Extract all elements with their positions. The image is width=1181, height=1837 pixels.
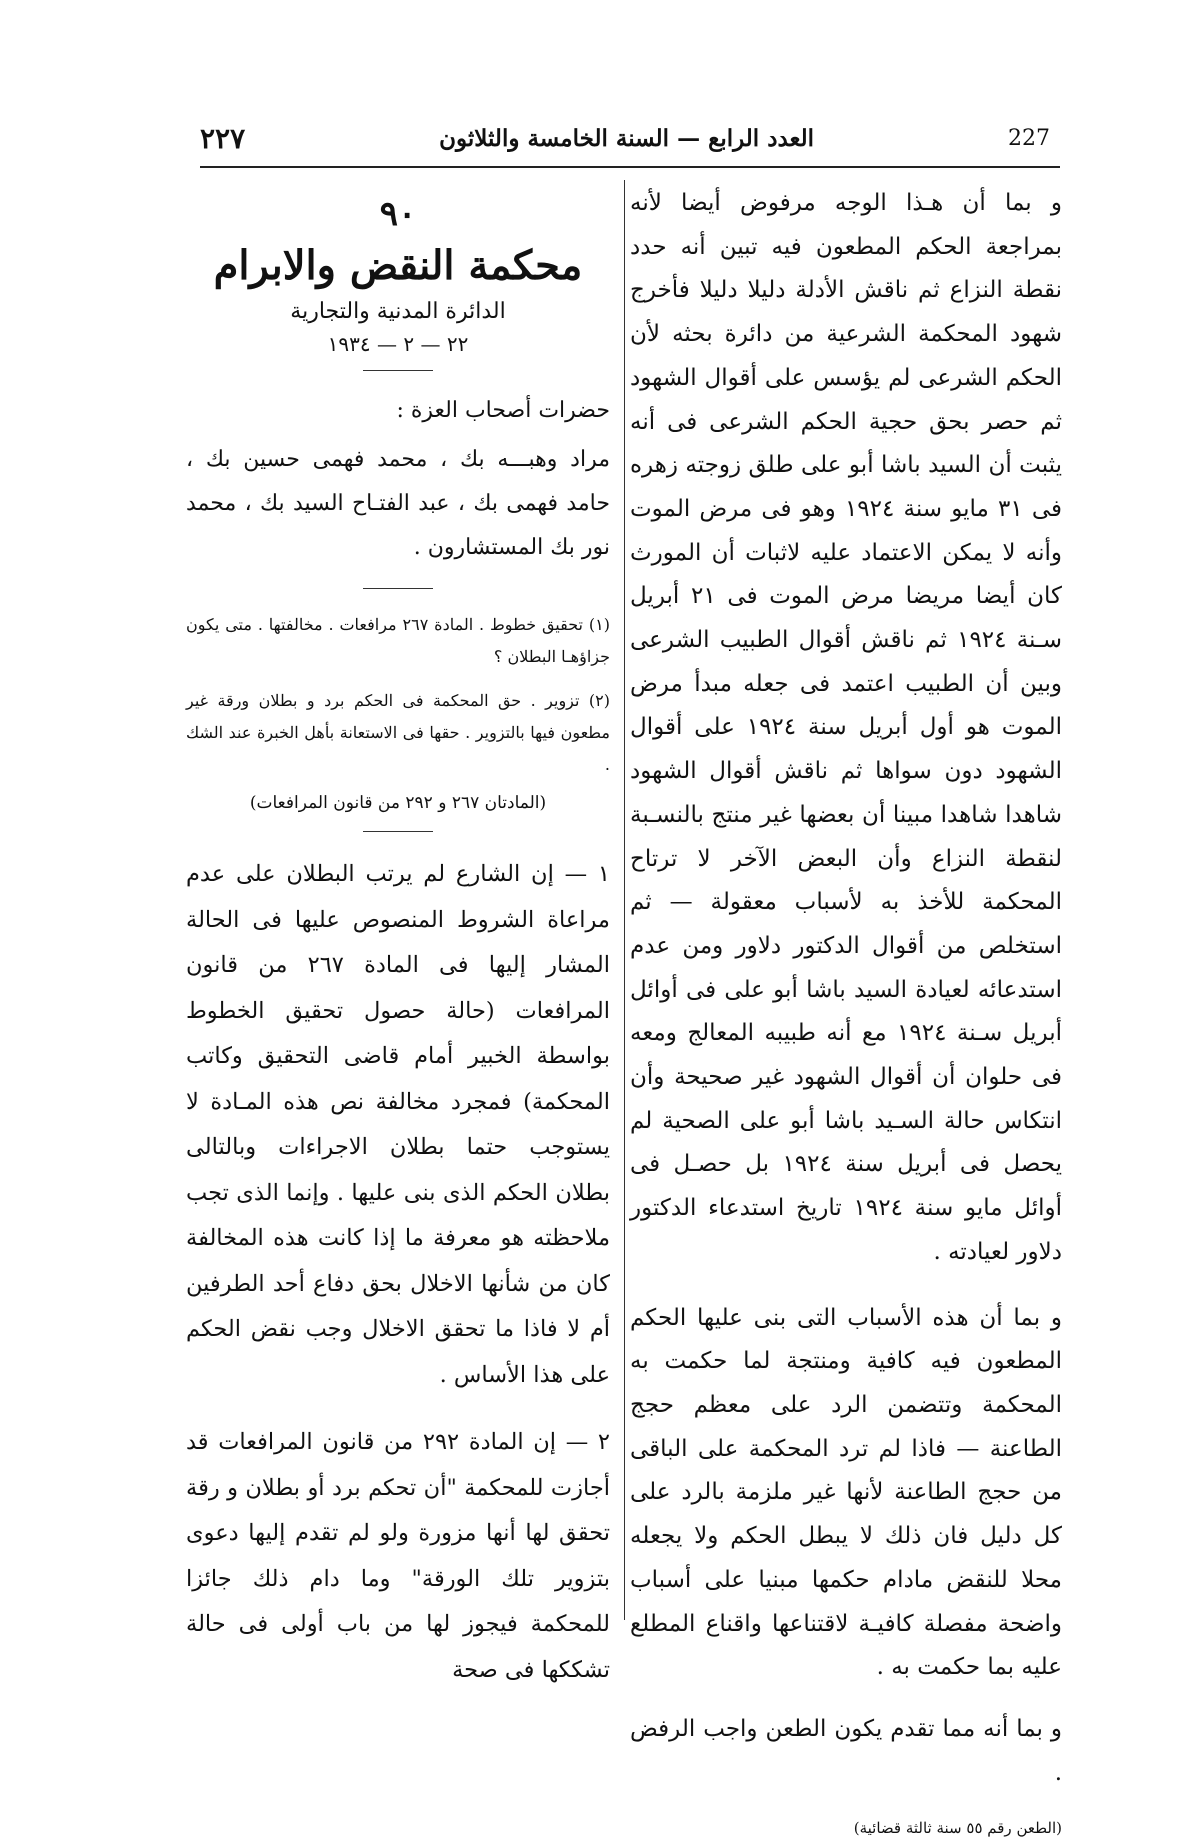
legal-principle: ١ — إن الشارع لم يرتب البطلان على عدم مراعاة الشروط المنصوص عليها فى الحالة المشار إليها فى المادة ٢٦٧ من قانون المرافعات (حالة حصول تحقيق الخطوط بواسطة الخبير أمام قاضى التحقيق وكاتب المحكمة) فمجرد مخالفة نص هذه المـادة لا يستوجب حتما بطلان الاجراءات وبالتالى بطلان الحكم الذى بنى عليها . وإنما الذى تجب ملاحظته هو معرفة ما إذا كانت هذه المخالفة كان من شأنها الاخلال بحق دفاع أحد الطرفين أم لا فاذا ما تحقق الاخلال وجب نقض الحكم على هذا الأساس . — [186, 861, 610, 1388]
left-column — [186, 182, 610, 1693]
legal-principle: ٢ — إن المادة ٢٩٢ من قانون المرافعات قد أجازت للمحكمة "أن تحكم برد أو بطلان و رقة تحقق لها أنها مزورة ولو لم تقدم إليها دعوى بتزوير تلك الورقة" وما دام ذلك جائزا للمحكمة فيجوز لها من باب أولى فى حالة تشككها فى صحة — [186, 1429, 610, 1683]
court-name: محكمة النقض والابرام — [213, 242, 583, 289]
presence-label: حضرات أصحاب العزة : — [396, 398, 610, 423]
column-divider — [624, 180, 625, 1620]
judges-list: مراد وهبـــه بك ، محمد فهمى حسين بك ، حامد فهمى بك ، عبد الفتـاح السيد بك ، محمد نور بك المستشارون . — [186, 447, 610, 560]
running-title: العدد الرابع — السنة الخامسة والثلاثون — [439, 124, 815, 152]
section-rule — [363, 588, 433, 589]
judgment-paragraph: و بما أن هذه الأسباب التى بنى عليها الحكم المطعون فيه كافية ومنتجة لما حكمت به المحكمة وتتضمن الرد على معظم حجج الطاعنة — فاذا لم ترد المحكمة على الباقى من حجج الطاعنة لأنها غير ملزمة بالرد على كل دليل فان ذلك لا يبطل الحكم ولا يجعله محلا للنقض مادام حكمها مبنيا على أسباب واضحة مفصلة كافيـة لاقتناعها واقناع المطلع عليه بما حكمت به . — [630, 1304, 1062, 1681]
circuit-name: الدائرة المدنية والتجارية — [290, 299, 506, 324]
header-rule — [200, 166, 1060, 168]
judgment-paragraph: و بما أنه مما تقدم يكون الطعن واجب الرفض . — [630, 1715, 1062, 1786]
appeal-reference: (الطعن رقم ٥٥ سنة ثالثة قضائية) — [853, 1819, 1062, 1837]
judgment-paragraph: و بما أن هـذا الوجه مرفوض أيضا لأنه بمراجعة الحكم المطعون فيه تبين أنه حدد نقطة النزاع ثم ناقش الأدلة دليلا دليلا فأخرج شهود المحكمة الشرعية من دائرة بحثه لأن الحكم الشرعى لم يؤسس على أقوال الشهود ثم حصر بحق حجية الحكم الشرعى فى أنه يثبت أن السيد باشا أبو على طلق زوجته زهره فى ٣١ مايو سنة ١٩٢٤ وهو فى مرض الموت وأنه لا يمكن الاعتماد عليه لاثبات أن المورث كان أيضا مريضا مرض الموت فى ٢١ أبريل سـنة ١٩٢٤ ثم ناقش أقوال الطبيب الشرعى وبين أن الطبيب اعتمد فى جعله مبدأ مرض الموت هو أول أبريل سنة ١٩٢٤ على أقوال الشهود دون سواها ثم ناقش أقوال الشهود شاهدا شاهدا مبينا أن بعضها غير منتج بالنسـبة لنقطة النزاع وأن البعض الآخر لا ترتاح المحكمة للأخذ به لأسباب معقولة — ثم استخلص من أقوال الدكتور دلاور ومن عدم استدعائه لعيادة السيد باشا أبو على فى أوائل أبريل سـنة ١٩٢٤ مع أنه طبيبه المعالج ومعه فى حلوان أن أقوال الشهود غير صحيحة وأن انتكاس حالة السـيد باشا أبو على الصحية لم يحصل فى أبريل سنة ١٩٢٤ بل حصـل فى أوائل مايو سنة ١٩٢٤ تاريخ استدعاء الدكتور دلاور لعيادته . — [630, 190, 1063, 1265]
right-column — [630, 182, 1062, 1837]
page-number-arabic: ٢٢٧ — [200, 121, 246, 155]
headnote: (٢) تزوير . حق المحكمة فى الحكم برد و بطلان ورقة غير مطعون فيها بالتزوير . حقها فى الاستعانة بأهل الخبرة عند الشك . — [186, 691, 610, 774]
section-rule — [363, 370, 433, 371]
case-number: ٩٠ — [379, 194, 417, 234]
section-rule — [363, 831, 433, 832]
page-header — [200, 118, 1050, 158]
articles-reference: (المادتان ٢٦٧ و ٢٩٢ من قانون المرافعات) — [249, 793, 547, 813]
page-number: 227 — [1007, 125, 1050, 151]
headnote: (١) تحقيق خطوط . المادة ٢٦٧ مرافعات . مخالفتها . متى يكون جزاؤهـا البطلان ؟ — [186, 615, 610, 666]
judgment-date: ٢٢ — ٢ — ١٩٣٤ — [327, 332, 469, 356]
